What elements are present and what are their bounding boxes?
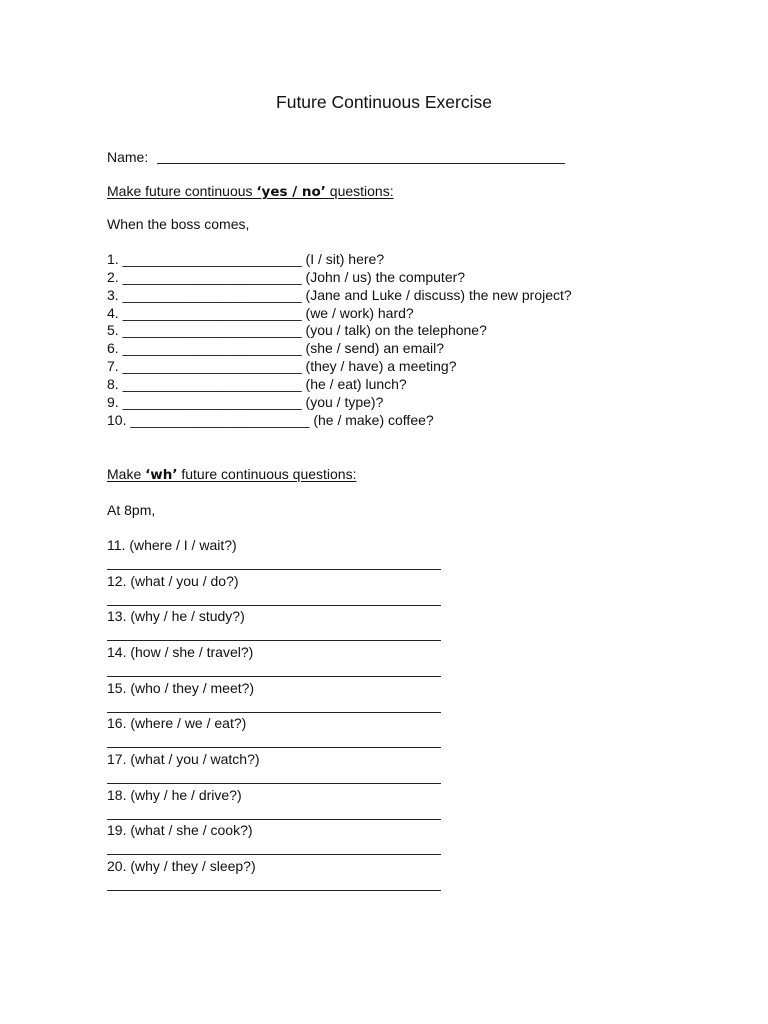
- question-5: 5. _______________________ (you / talk) on the telephone?: [107, 322, 487, 338]
- question-12: 12. (what / you / do?): [107, 573, 239, 589]
- question-17: 17. (what / you / watch?): [107, 751, 260, 767]
- answer-line-15: [107, 712, 441, 713]
- question-9: 9. _______________________ (you / type)?: [107, 394, 384, 410]
- name-answer-line: [157, 163, 565, 164]
- question-7: 7. _______________________ (they / have) a meeting?: [107, 358, 457, 374]
- question-14: 14. (how / she / travel?): [107, 644, 254, 660]
- answer-line-11: [107, 569, 441, 570]
- question-13: 13. (why / he / study?): [107, 608, 245, 624]
- name-label: Name:: [107, 149, 149, 165]
- question-1: 1. _______________________ (I / sit) here?: [107, 251, 385, 267]
- section2-heading-start: Make: [107, 466, 146, 482]
- question-10: 10. _______________________ (he / make) coffee?: [107, 412, 434, 428]
- page-title: Future Continuous Exercise: [276, 92, 492, 112]
- section2-heading-bold: ‘wh’: [145, 467, 178, 483]
- question-2: 2. _______________________ (John / us) the computer?: [107, 269, 466, 285]
- answer-line-20: [107, 890, 441, 891]
- answer-line-12: [107, 605, 441, 606]
- answer-line-17: [107, 783, 441, 784]
- section1-heading: [107, 183, 394, 201]
- section1-heading-end: questions:: [325, 183, 394, 199]
- section2-heading: [107, 466, 356, 484]
- question-3: 3. _______________________ (Jane and Luke / discuss) the new project?: [107, 287, 572, 303]
- question-19: 19. (what / she / cook?): [107, 822, 253, 838]
- answer-line-16: [107, 747, 441, 748]
- answer-line-19: [107, 854, 441, 855]
- question-18: 18. (why / he / drive?): [107, 787, 242, 803]
- section1-heading-start: Make future continuous: [107, 183, 257, 199]
- answer-line-14: [107, 676, 441, 677]
- question-11: 11. (where / I / wait?): [107, 537, 237, 553]
- question-6: 6. _______________________ (she / send) an email?: [107, 340, 445, 356]
- question-4: 4. _______________________ (we / work) hard?: [107, 305, 414, 321]
- question-8: 8. _______________________ (he / eat) lunch?: [107, 376, 407, 392]
- question-20: 20. (why / they / sleep?): [107, 858, 256, 874]
- answer-line-13: [107, 640, 441, 641]
- question-15: 15. (who / they / meet?): [107, 680, 255, 696]
- section2-heading-end: future continuous questions:: [177, 466, 357, 482]
- section1-intro: When the boss comes,: [107, 216, 250, 232]
- section1-heading-bold: ‘yes / no’: [256, 184, 326, 200]
- question-16: 16. (where / we / eat?): [107, 715, 247, 731]
- answer-line-18: [107, 819, 441, 820]
- section2-intro: At 8pm,: [107, 502, 156, 518]
